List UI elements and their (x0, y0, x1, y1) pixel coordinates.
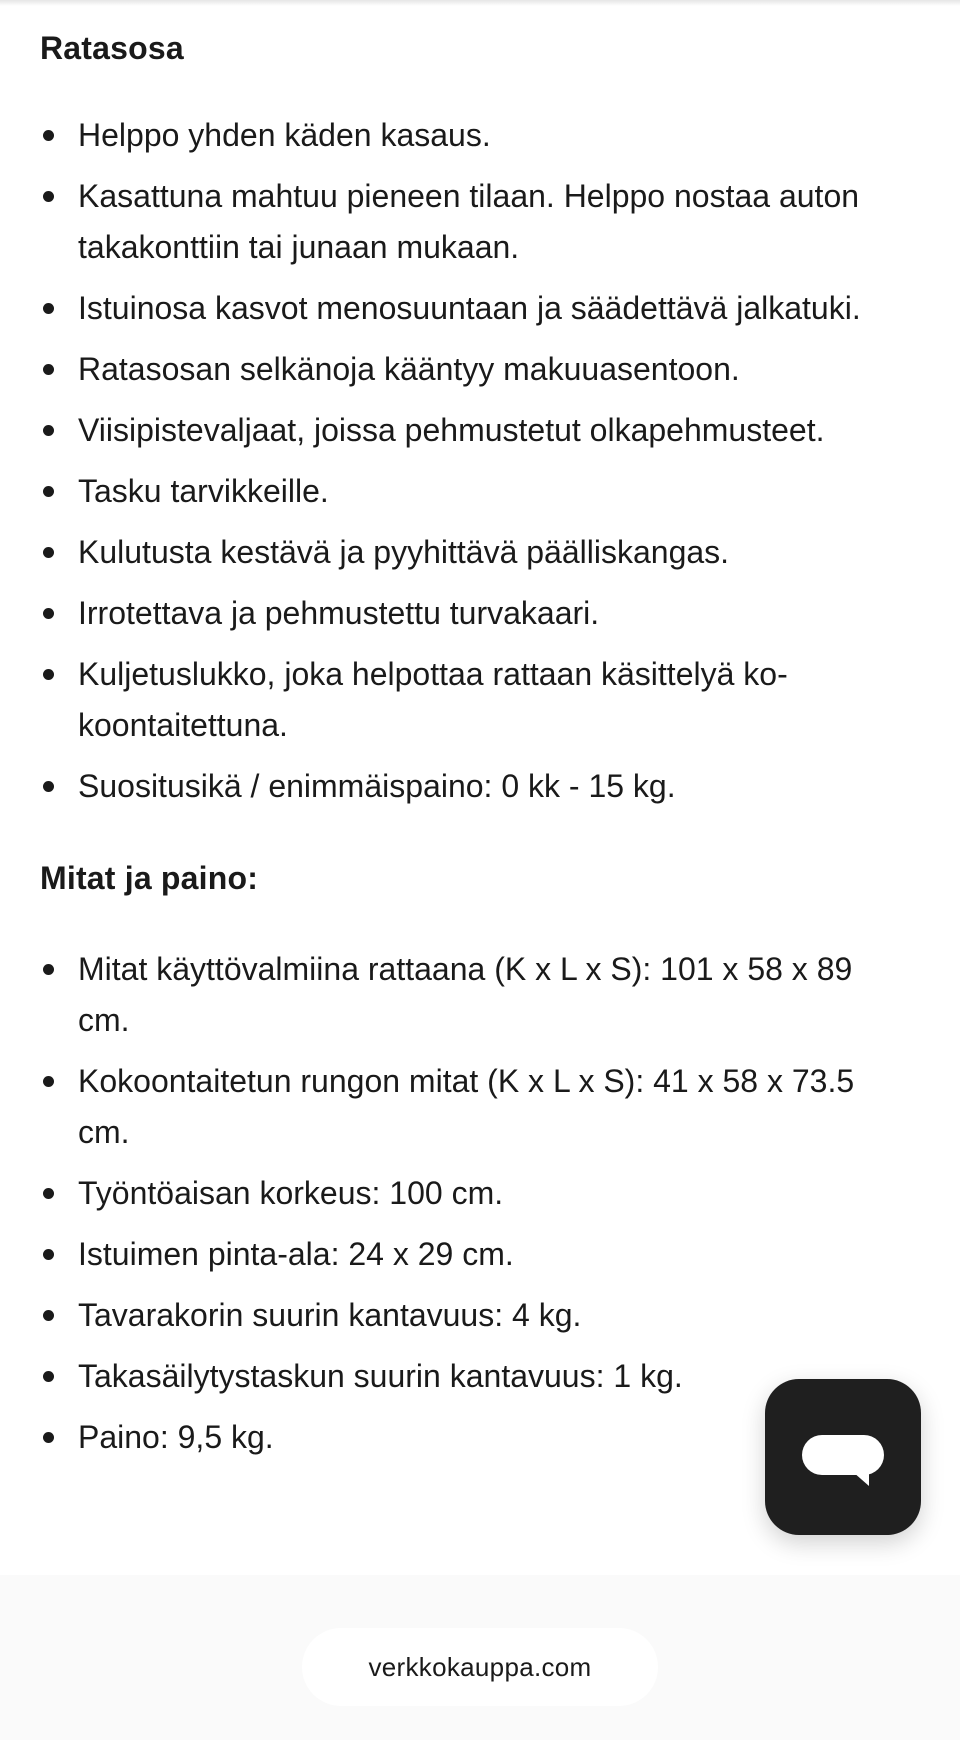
list-item: Kokoontaitetun rungon mitat (K x L x S): 41 x 58 x 73.5 cm. (40, 1056, 920, 1158)
chat-bubble-tail (853, 1472, 869, 1486)
list-item: Istuimen pinta-ala: 24 x 29 cm. (40, 1229, 920, 1280)
list-item: Kulutusta kestävä ja pyyhittävä päälliskangas. (40, 527, 920, 578)
url-text: verkkokauppa.com (368, 1651, 592, 1682)
list-item: Viisipistevaljaat, joissa pehmustetut olkapehmusteet. (40, 405, 920, 456)
ratasosa-feature-list (40, 110, 920, 812)
list-item: Istuinosa kasvot menosuuntaan ja säädettävä jalkatuki. (40, 283, 920, 334)
list-item: Takasäilytystaskun suurin kantavuus: 1 kg. (40, 1351, 920, 1402)
list-item: Paino: 9,5 kg. (40, 1412, 920, 1463)
list-item: Tavarakorin suurin kantavuus: 4 kg. (40, 1290, 920, 1341)
product-description (40, 20, 920, 1473)
list-item: Kuljetuslukko, joka helpottaa rattaan käsittelyä kokoontaitettuna. (40, 649, 920, 751)
list-item: Työntöaisan korkeus: 100 cm. (40, 1168, 920, 1219)
list-item: Helppo yhden käden kasaus. (40, 110, 920, 161)
browser-url-bar[interactable] (302, 1628, 658, 1706)
section-heading-mitat-ja-paino: Mitat ja paino: (40, 860, 259, 896)
chat-bubble-icon (802, 1435, 884, 1475)
chat-button[interactable] (765, 1379, 921, 1535)
list-item: Irrotettava ja pehmustettu turvakaari. (40, 588, 920, 639)
list-item: Suositusikä / enimmäispaino: 0 kk - 15 kg. (40, 761, 920, 812)
list-item: Ratasosan selkänoja kääntyy makuuasentoon. (40, 344, 920, 395)
section-heading-ratasosa: Ratasosa (40, 30, 184, 66)
list-item: Kasattuna mahtuu pieneen tilaan. Helppo nostaa auton takakonttiin tai junaan mukaan. (40, 171, 920, 273)
top-shadow (0, 0, 960, 6)
list-item: Tasku tarvikkeille. (40, 466, 920, 517)
list-item: Mitat käyttövalmiina rattaana (K x L x S): 101 x 58 x 89 cm. (40, 944, 920, 1046)
